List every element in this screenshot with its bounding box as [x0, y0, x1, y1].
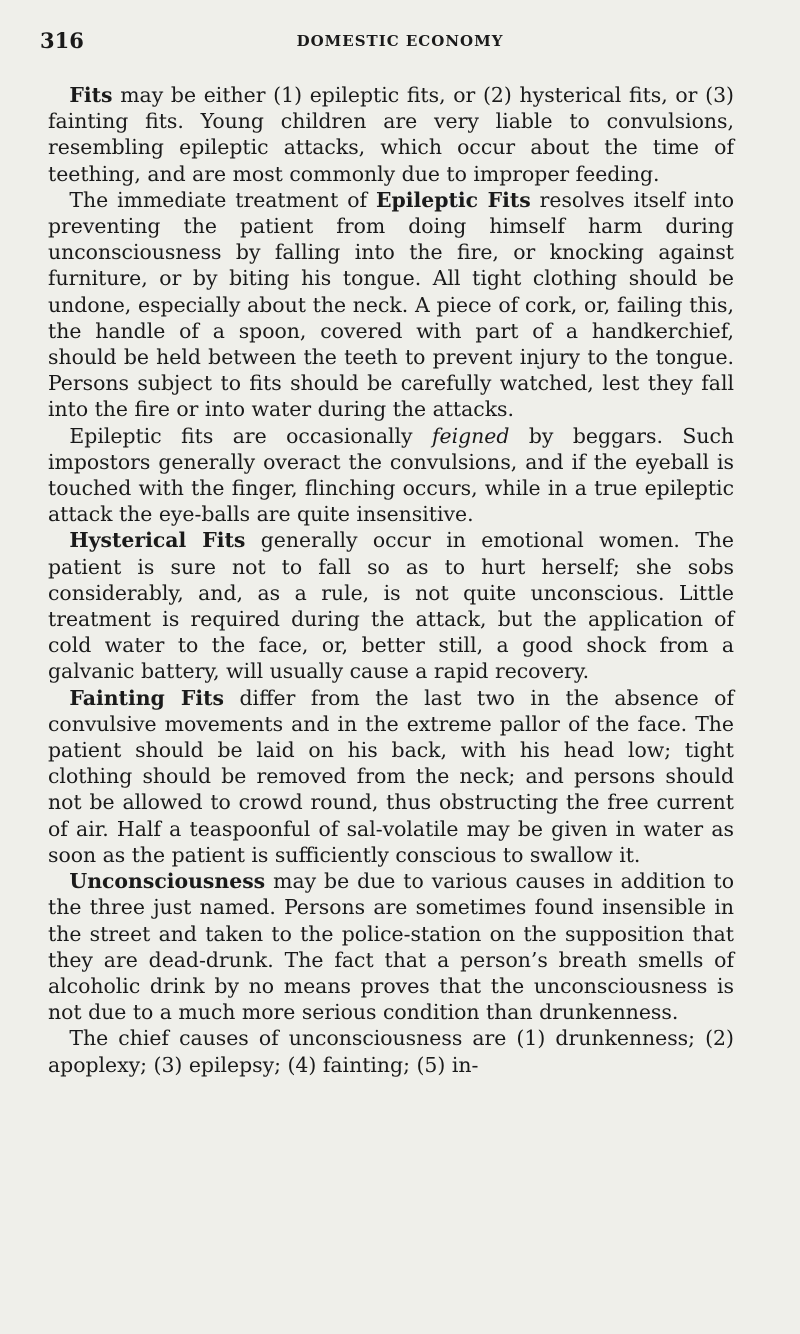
paragraph-text: by beggars. Such impostors generally overact the convulsions, and if the eyeball is touched with the finger, flinching occurs, while in a true epileptic attack the eye-balls are quite insensitive.	[48, 423, 735, 527]
heading-fits: Fits	[69, 83, 113, 107]
paragraph-unconsciousness	[48, 868, 734, 1025]
body-text	[48, 82, 734, 1078]
heading-hysterical-fits: Hysterical Fits	[69, 528, 246, 553]
paragraph-text: generally occur in emotional women. The patient is sure not to fall so as to hurt herself; she sobs considerably, and, as a rule, is not quite unconscious. Little treatment is required during the attack, but the application of cold water to the face, or, better still, a good shock from a galvanic battery, will usually cause a rapid recovery.	[48, 528, 734, 684]
paragraph-text: may be either (1) epileptic fits, or (2) hysterical fits, or (3) fainting fits. Young children are very liable to convulsions, resembling epileptic attacks, which occur about the time of teething, and are most commonly due to improper feeding.	[48, 83, 734, 186]
running-head: DOMESTIC ECONOMY	[296, 32, 504, 50]
paragraph-text: differ from the last two in the absence of convulsive movements and in the extreme pallor of the face. The patient should be laid on his back, with his head low; tight clothing should be removed from the neck; and persons should not be allowed to crowd round, thus obstructing the free current of air. Half a teaspoonful of sal-volatile may be given in water as soon as the patient is sufficiently conscious to swallow it.	[48, 685, 734, 867]
paragraph-text: may be due to various causes in addition to the three just named. Persons are sometimes found insensible in the street and taken to the police-station on the supposition that they are dead-drunk. The fact that a person’s breath smells of alcoholic drink by no means proves that the unconsciousness is not due to a much more serious condition than drunkenness.	[48, 869, 734, 1025]
italic-feigned: feigned	[431, 423, 510, 448]
paragraph-epileptic-treatment	[48, 187, 734, 423]
page-header	[40, 28, 760, 58]
paragraph-hysterical-fits	[48, 527, 734, 684]
paragraph-chief-causes	[48, 1025, 734, 1077]
paragraph-fainting-fits	[48, 685, 734, 868]
paragraph-text: The immediate treatment of	[69, 187, 376, 212]
paragraph-feigned	[48, 423, 734, 528]
paragraph-fits	[48, 82, 734, 187]
heading-fainting-fits: Fainting Fits	[69, 685, 225, 710]
heading-unconsciousness: Unconsciousness	[69, 869, 266, 894]
paragraph-text: Epileptic fits are occasionally	[69, 423, 432, 448]
paragraph-text: resolves itself into preventing the patient from doing himself harm during unconsciousness by falling into the fire, or knocking against furniture, or by biting his tongue. All tight clothing should be undone, especially about the neck. A piece of cork, or, failing this, the handle of a spoon, covered with part of a handkerchief, should be held between the teeth to prevent injury to the tongue. Persons subject to fits should be carefully watched, lest they fall into the fire or into water during the attacks.	[48, 187, 735, 422]
page-number: 316	[40, 28, 84, 53]
heading-epileptic-fits: Epileptic Fits	[375, 187, 531, 212]
paragraph-text: The chief causes of unconsciousness are (1) drunkenness; (2) apoplexy; (3) epilepsy; (4) fainting; (5) in-	[48, 1026, 734, 1077]
